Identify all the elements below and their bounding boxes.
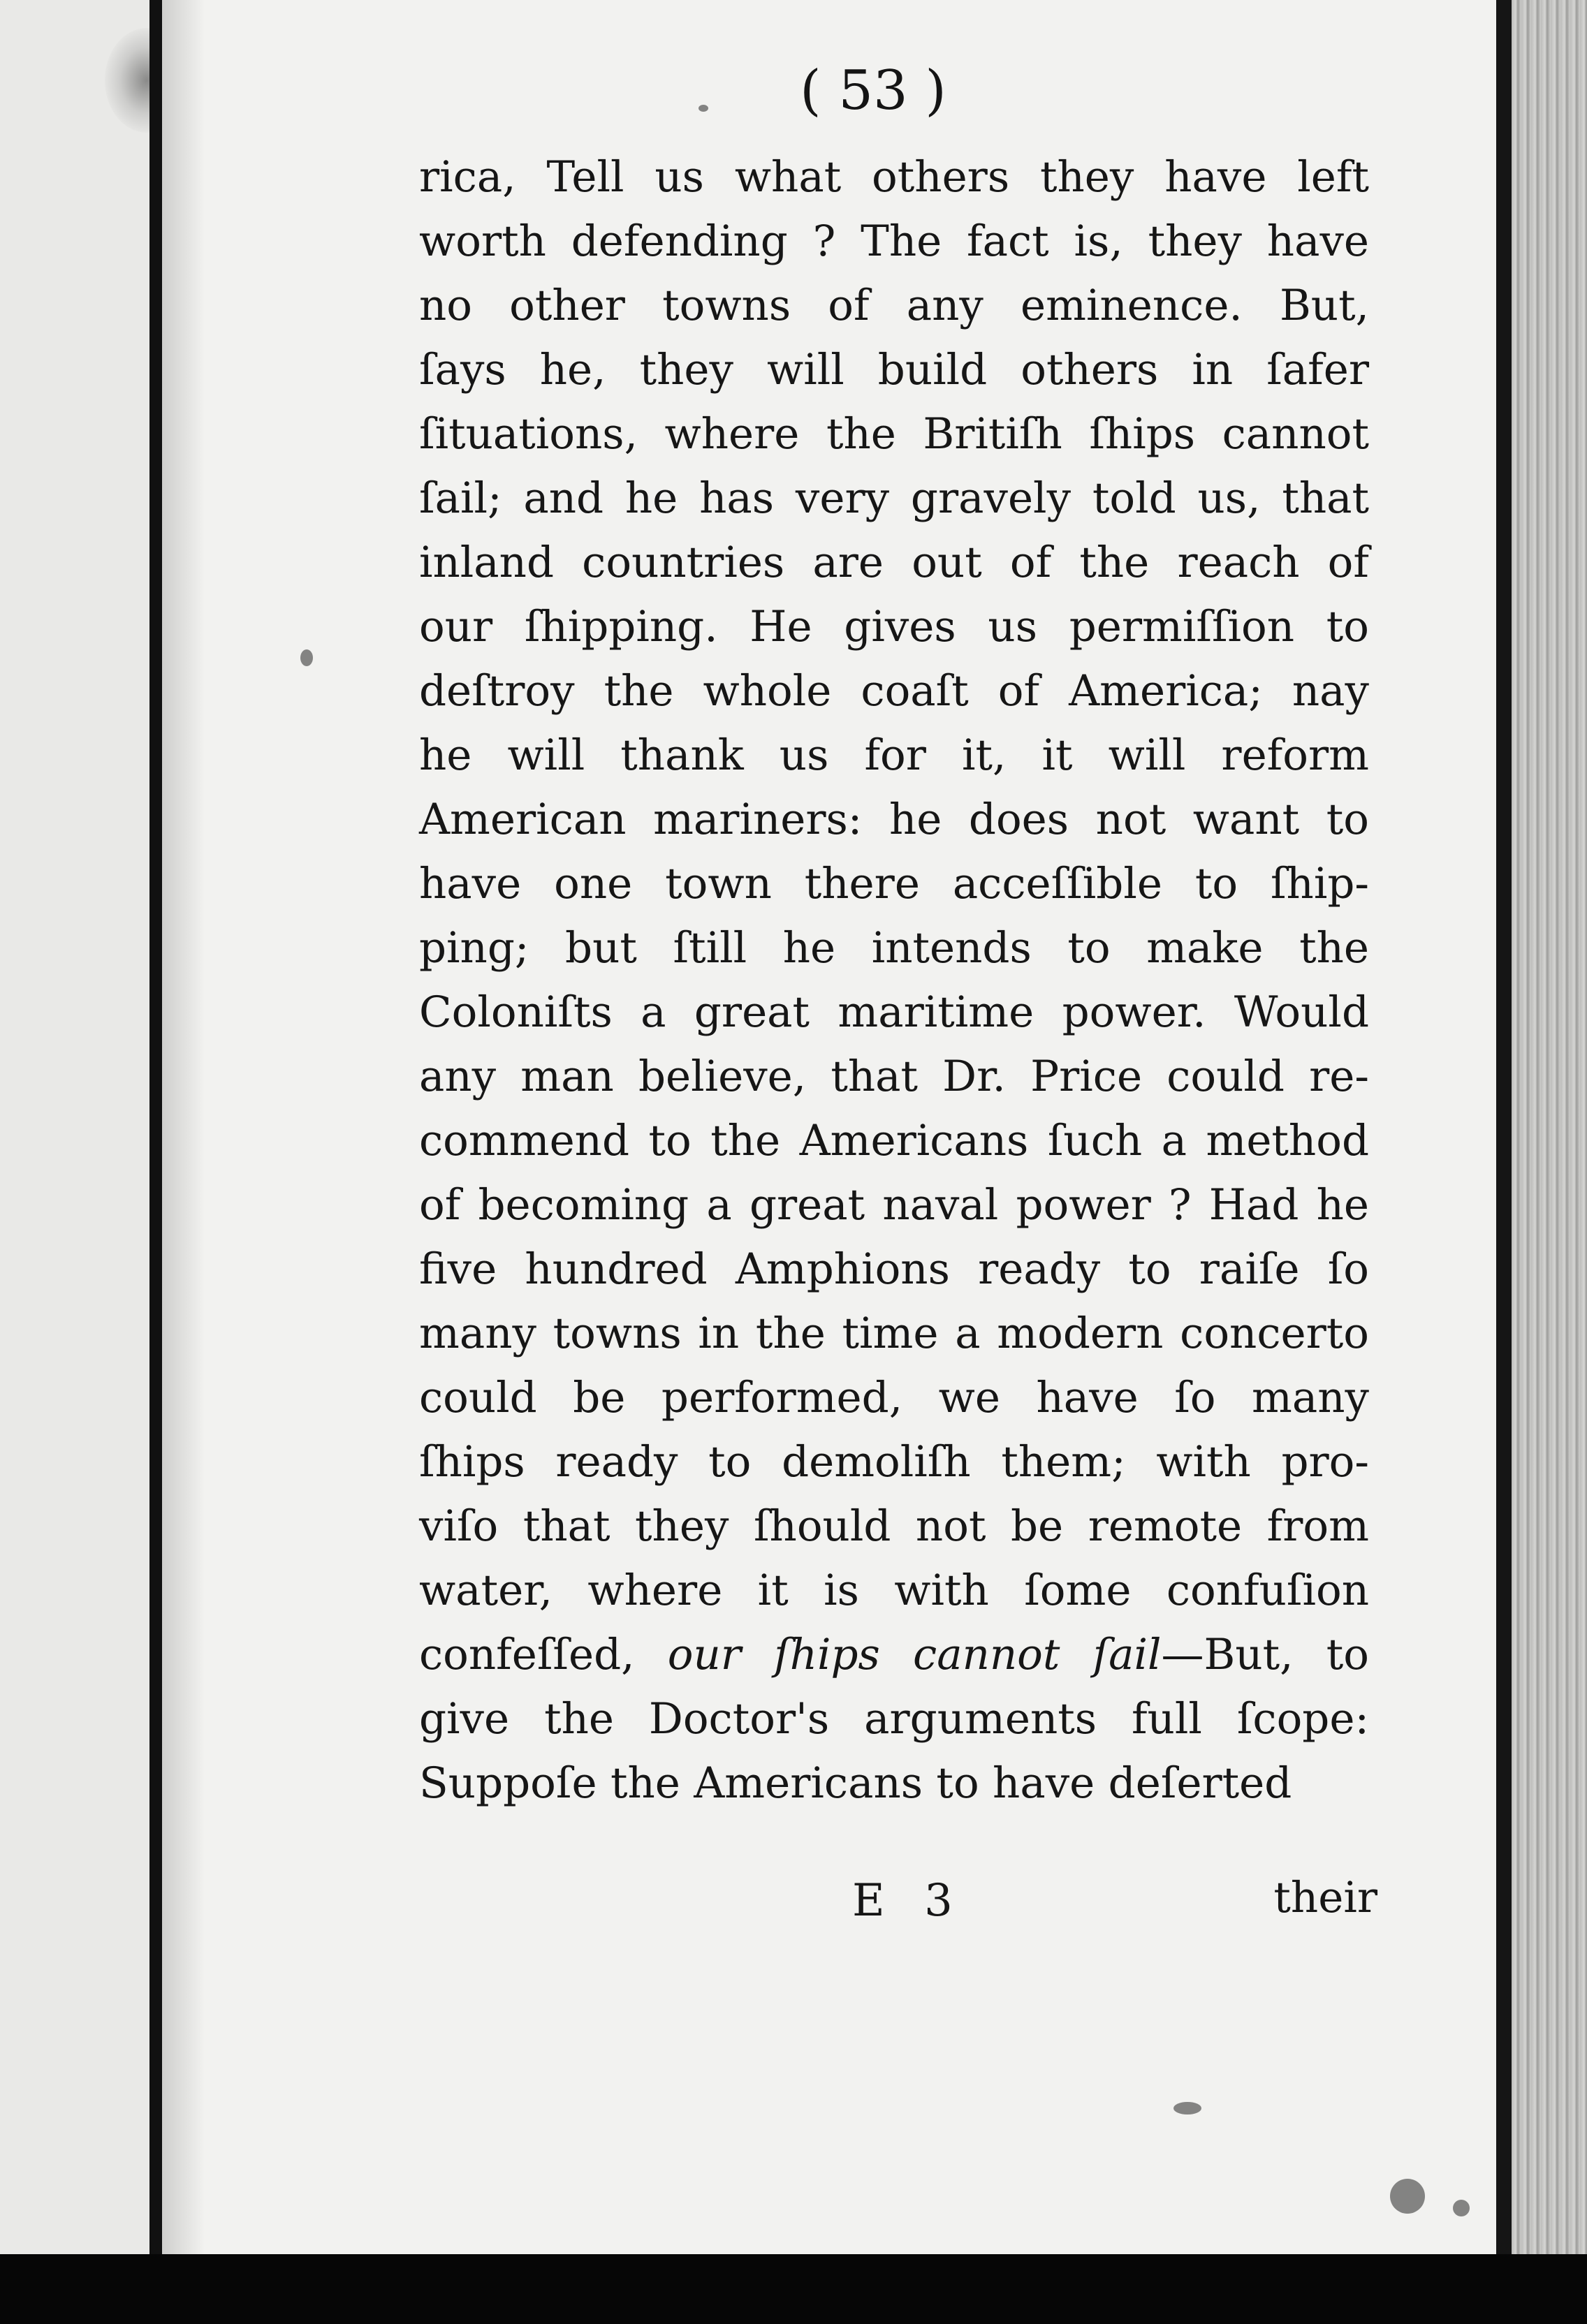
page-number: ( 53 ) <box>800 59 946 122</box>
text-line: viſo that they ſhould not be remote from <box>419 1501 1369 1551</box>
paper-speck <box>1453 2200 1470 2216</box>
text-line: he will thank us for it, it will reform <box>419 730 1369 780</box>
body-text <box>419 145 1369 1816</box>
text-line: no other towns of any eminence. But, <box>419 281 1369 330</box>
text-line: many towns in the time a modern concerto <box>419 1309 1369 1358</box>
text-line: Coloniſts a great maritime power. Would <box>419 987 1369 1037</box>
signature-mark: E 3 <box>852 1875 965 1927</box>
gutter-shadow <box>149 0 162 2263</box>
text-line: inland countries are out of the reach of <box>419 538 1369 587</box>
text-line: give the Doctor's arguments full ſcope: <box>419 1694 1369 1744</box>
text-line: ſhips ready to demoliſh them; with pro- <box>419 1437 1369 1487</box>
stacked-page-edges <box>1512 0 1587 2254</box>
text-line: could be performed, we have ſo many <box>419 1373 1369 1422</box>
text-line: water, where it is with ſome confuſion <box>419 1566 1369 1615</box>
text-line: deſtroy the whole coaſt of America; nay <box>419 666 1369 716</box>
text-line: worth defending ? The fact is, they have <box>419 216 1369 266</box>
text-line: our ſhipping. He gives us permiſſion to <box>419 602 1369 652</box>
text-line: have one town there acceſſible to ſhip- <box>419 859 1369 909</box>
paper-speck <box>1390 2179 1425 2214</box>
scan-bottom-border <box>0 2254 1587 2324</box>
gutter-fold <box>162 0 204 2254</box>
text-line: ſail; and he has very gravely told us, that <box>419 473 1369 523</box>
text-line: any man believe, that Dr. Price could re- <box>419 1052 1369 1101</box>
text-run: confeſſed, <box>419 1630 668 1679</box>
text-line: five hundred Amphions ready to raiſe ſo <box>419 1244 1369 1294</box>
text-line: of becoming a great naval power ? Had he <box>419 1180 1369 1230</box>
text-line: ſituations, where the Britiſh ſhips cannot <box>419 409 1369 459</box>
left-page-edge <box>0 0 149 2254</box>
paper-speck <box>1173 2102 1201 2115</box>
text-line: rica, Tell us what others they have left <box>419 152 1369 202</box>
paper-speck <box>699 105 708 112</box>
catchword: their <box>1273 1873 1377 1922</box>
text-run: —But, to <box>1161 1630 1369 1679</box>
text-line: Suppoſe the Americans to have deſerted <box>419 1758 1292 1808</box>
italic-phrase: our ſhips cannot ſail <box>667 1630 1162 1679</box>
paper-speck <box>300 649 313 666</box>
text-line: ſays he, they will build others in ſafer <box>419 345 1369 395</box>
page-edge-shadow <box>1496 0 1512 2263</box>
text-line-with-italic <box>419 1623 1369 1687</box>
text-line: American mariners: he does not want to <box>419 795 1369 844</box>
text-line: ping; but ſtill he intends to make the <box>419 923 1369 973</box>
text-line: commend to the Americans ſuch a method <box>419 1116 1369 1165</box>
